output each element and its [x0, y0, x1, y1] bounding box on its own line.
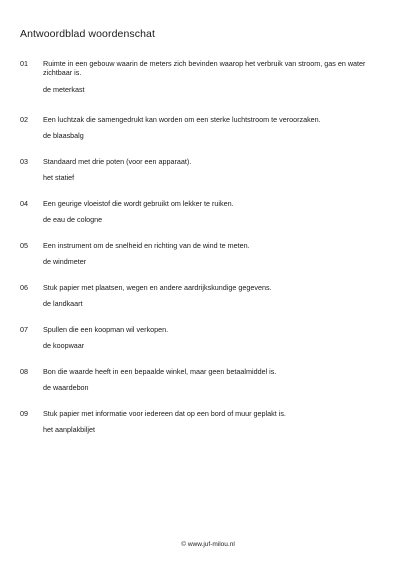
item-question: Stuk papier met plaatsen, wegen en andere aardrijkskundige gegevens.	[43, 283, 272, 292]
item-number: 04	[20, 199, 28, 208]
item-question: Een geurige vloeistof die wordt gebruikt om lekker te ruiken.	[43, 199, 234, 208]
item-question: Ruimte in een gebouw waarin de meters zich bevinden waarop het verbruik van stroom, gas en water zichtbaar is.	[43, 59, 366, 78]
item-answer: de blaasbalg	[43, 131, 84, 140]
item-question: Een luchtzak die samengedrukt kan worden om een sterke luchtstroom te veroorzaken.	[43, 115, 321, 124]
list-item	[20, 363, 400, 405]
page-title: Antwoordblad woordenschat	[20, 28, 156, 40]
item-question: Bon die waarde heeft in een bepaalde winkel, maar geen betaalmiddel is.	[43, 367, 277, 376]
item-answer: de waardebon	[43, 383, 89, 392]
item-answer: de koopwaar	[43, 341, 85, 350]
list-item	[20, 405, 400, 447]
list-item	[20, 321, 400, 363]
item-number: 02	[20, 115, 28, 124]
item-question: Standaard met drie poten (voor een apparaat).	[43, 157, 192, 166]
item-number: 06	[20, 283, 28, 292]
item-question: Stuk papier met informatie voor iedereen dat op een bord of muur geplakt is.	[43, 409, 286, 418]
list-item	[20, 237, 400, 279]
item-answer: de eau de cologne	[43, 215, 103, 224]
item-number: 05	[20, 241, 28, 250]
list-item	[20, 111, 400, 153]
item-number: 08	[20, 367, 28, 376]
item-question: Spullen die een koopman wil verkopen.	[43, 325, 169, 334]
item-answer: de meterkast	[43, 85, 85, 94]
item-question: Een instrument om de snelheid en richting van de wind te meten.	[43, 241, 250, 250]
item-answer: het aanplakbiljet	[43, 425, 95, 434]
answer-list	[20, 55, 400, 447]
item-number: 07	[20, 325, 28, 334]
item-number: 03	[20, 157, 28, 166]
item-answer: de windmeter	[43, 257, 87, 266]
list-item	[20, 153, 400, 195]
list-item	[20, 55, 400, 111]
list-item	[20, 195, 400, 237]
item-number: 01	[20, 59, 28, 68]
item-number: 09	[20, 409, 28, 418]
item-answer: het statief	[43, 173, 75, 182]
footer-copyright: © www.juf-milou.nl	[181, 541, 235, 548]
item-answer: de landkaart	[43, 299, 83, 308]
list-item	[20, 279, 400, 321]
